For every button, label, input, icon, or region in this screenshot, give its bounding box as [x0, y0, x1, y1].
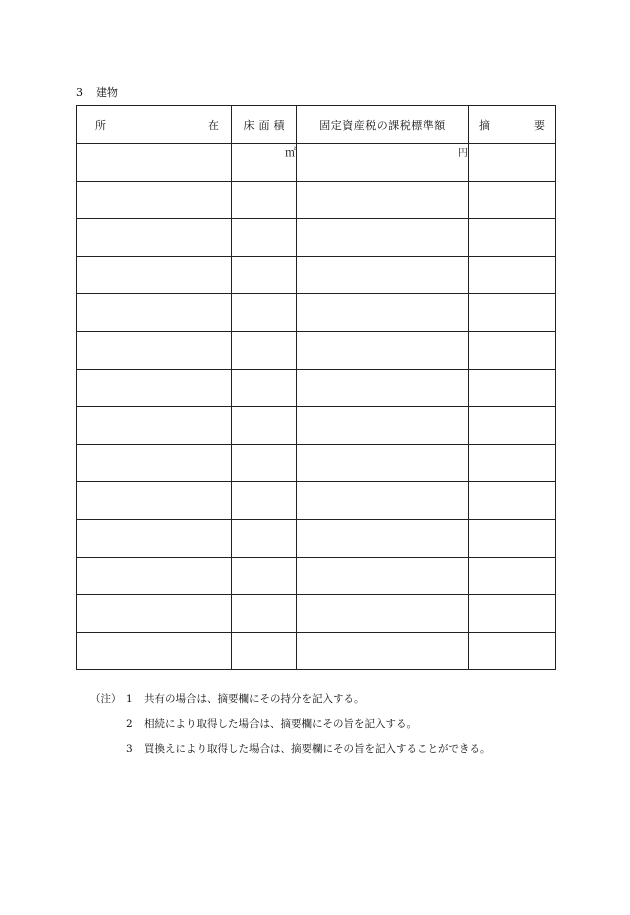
table-row	[77, 331, 556, 369]
cell-remarks[interactable]	[469, 519, 556, 557]
cell-assessed-value-unit[interactable]: 円	[297, 144, 469, 182]
cell-floor-area[interactable]	[232, 482, 297, 520]
cell-assessed-value[interactable]	[297, 331, 469, 369]
cell-floor-area[interactable]	[232, 294, 297, 332]
cell-location[interactable]	[77, 369, 232, 407]
note-number: 2	[126, 718, 133, 730]
table-row	[77, 482, 556, 520]
cell-assessed-value[interactable]	[297, 557, 469, 595]
cell-floor-area[interactable]	[232, 219, 297, 257]
cell-floor-area-unit[interactable]: ㎡	[232, 144, 297, 182]
table-row	[77, 444, 556, 482]
cell-location[interactable]	[77, 557, 232, 595]
header-floor-area-label: 床面積	[243, 118, 289, 132]
note-number: 1	[126, 693, 133, 705]
table-row	[77, 519, 556, 557]
cell-assessed-value[interactable]	[297, 632, 469, 670]
notes-prefix: （注）	[90, 693, 122, 705]
cell-remarks[interactable]	[469, 144, 556, 182]
cell-remarks[interactable]	[469, 557, 556, 595]
cell-assessed-value[interactable]	[297, 595, 469, 633]
cell-remarks[interactable]	[469, 595, 556, 633]
table-row	[77, 369, 556, 407]
header-remarks-char-2: 要	[534, 118, 545, 132]
note-text: 買換えにより取得した場合は、摘要欄にその旨を記入することができる。	[144, 743, 491, 755]
table-row	[77, 407, 556, 445]
table-row	[77, 181, 556, 219]
cell-floor-area[interactable]	[232, 331, 297, 369]
header-assessed-value-label: 固定資産税の課税標準額	[319, 118, 446, 132]
cell-remarks[interactable]	[469, 256, 556, 294]
cell-remarks[interactable]	[469, 181, 556, 219]
table-row	[77, 294, 556, 332]
cell-remarks[interactable]	[469, 407, 556, 445]
cell-assessed-value[interactable]	[297, 407, 469, 445]
cell-assessed-value[interactable]	[297, 519, 469, 557]
cell-assessed-value[interactable]	[297, 181, 469, 219]
cell-floor-area[interactable]	[232, 369, 297, 407]
header-location-char-1: 所	[95, 118, 106, 132]
cell-remarks[interactable]	[469, 632, 556, 670]
cell-location[interactable]	[77, 444, 232, 482]
cell-floor-area[interactable]	[232, 444, 297, 482]
cell-location[interactable]	[77, 144, 232, 182]
cell-location[interactable]	[77, 219, 232, 257]
cell-location[interactable]	[77, 595, 232, 633]
table-row	[77, 557, 556, 595]
cell-remarks[interactable]	[469, 482, 556, 520]
header-assessed-value	[297, 106, 469, 144]
cell-floor-area[interactable]	[232, 557, 297, 595]
cell-remarks[interactable]	[469, 444, 556, 482]
table-row	[77, 595, 556, 633]
header-location	[77, 106, 232, 144]
header-row	[77, 106, 556, 144]
cell-location[interactable]	[77, 482, 232, 520]
cell-location[interactable]	[77, 407, 232, 445]
cell-assessed-value[interactable]	[297, 256, 469, 294]
table-row	[77, 219, 556, 257]
cell-floor-area[interactable]	[232, 407, 297, 445]
cell-floor-area[interactable]	[232, 181, 297, 219]
cell-assessed-value[interactable]	[297, 482, 469, 520]
cell-location[interactable]	[77, 294, 232, 332]
cell-remarks[interactable]	[469, 219, 556, 257]
cell-floor-area[interactable]	[232, 256, 297, 294]
header-remarks-char-1: 摘	[479, 118, 490, 132]
cell-floor-area[interactable]	[232, 519, 297, 557]
section-heading	[76, 86, 118, 100]
note-number: 3	[126, 743, 133, 755]
header-location-char-2: 在	[208, 118, 219, 132]
note-text: 共有の場合は、摘要欄にその持分を記入する。	[144, 693, 365, 705]
cell-assessed-value[interactable]	[297, 219, 469, 257]
cell-floor-area[interactable]	[232, 595, 297, 633]
section-number: 3	[76, 86, 83, 99]
cell-location[interactable]	[77, 256, 232, 294]
table-row	[77, 256, 556, 294]
cell-remarks[interactable]	[469, 331, 556, 369]
cell-assessed-value[interactable]	[297, 369, 469, 407]
cell-floor-area[interactable]	[232, 632, 297, 670]
cell-location[interactable]	[77, 181, 232, 219]
header-remarks	[469, 106, 556, 144]
cell-location[interactable]	[77, 331, 232, 369]
building-table	[76, 105, 556, 670]
cell-remarks[interactable]	[469, 369, 556, 407]
table-row	[77, 144, 556, 182]
section-title: 建物	[96, 86, 118, 99]
table-row	[77, 632, 556, 670]
cell-location[interactable]	[77, 519, 232, 557]
header-floor-area	[232, 106, 297, 144]
cell-remarks[interactable]	[469, 294, 556, 332]
cell-assessed-value[interactable]	[297, 294, 469, 332]
note-text: 相続により取得した場合は、摘要欄にその旨を記入する。	[144, 718, 417, 730]
cell-location[interactable]	[77, 632, 232, 670]
cell-assessed-value[interactable]	[297, 444, 469, 482]
